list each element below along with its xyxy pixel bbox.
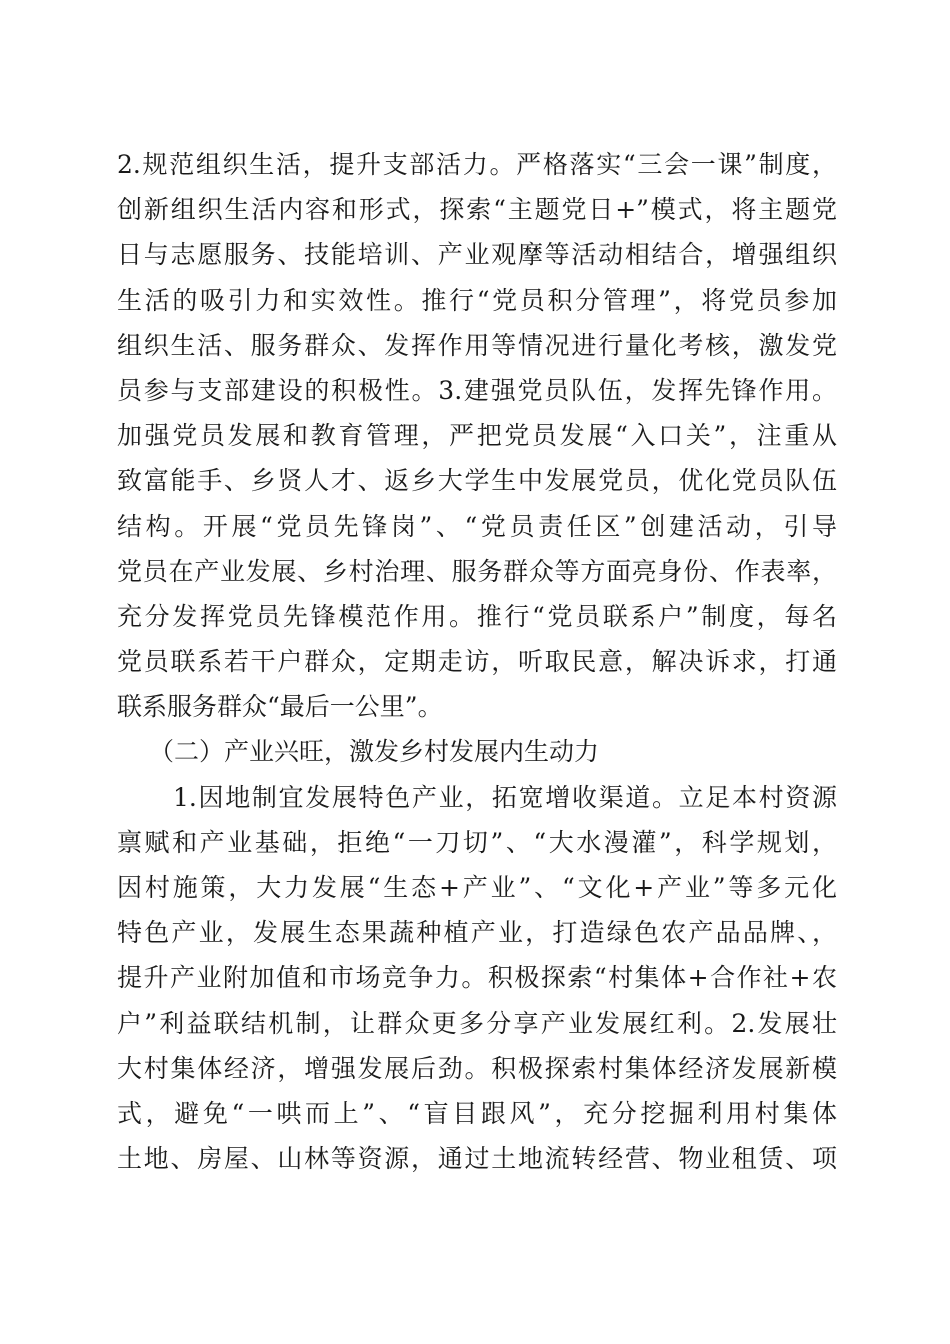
- text-line: 1.因地制宜发展特色产业，拓宽增收渠道。立足本村资源: [173, 782, 837, 812]
- text-line: 党员在产业发展、乡村治理、服务群众等方面亮身份、作表率，: [117, 556, 837, 586]
- text-line: 致富能手、乡贤人才、返乡大学生中发展党员，优化党员队伍: [117, 466, 837, 496]
- text-line: 式，避免“一哄而上”、“盲目跟风”，充分挖掘利用村集体: [117, 1098, 837, 1128]
- text-line: 因村施策，大力发展“生态+产业”、“文化+产业”等多元化: [117, 873, 837, 902]
- text-line: 土地、房屋、山林等资源，通过土地流转经营、物业租赁、项: [117, 1144, 837, 1174]
- text-line: 联系服务群众“最后一公里”。: [117, 692, 443, 722]
- text-line: 户”利益联结机制，让群众更多分享产业发展红利。2.发展壮: [117, 1008, 837, 1038]
- body-text: [117, 142, 837, 1181]
- text-line: 充分发挥党员先锋模范作用。推行“党员联系户”制度，每名: [117, 601, 837, 631]
- section-heading: （二）产业兴旺，激发乡村发展内生动力: [149, 737, 600, 767]
- text-line: 大村集体经济，增强发展后劲。积极探索村集体经济发展新模: [117, 1053, 837, 1083]
- text-line: 提升产业附加值和市场竞争力。积极探索“村集体+合作社+农: [117, 963, 837, 993]
- text-line: 创新组织生活内容和形式，探索“主题党日+”模式，将主题党: [117, 195, 837, 225]
- text-line: 生活的吸引力和实效性。推行“党员积分管理”，将党员参加: [117, 285, 837, 315]
- text-line: 结构。开展“党员先锋岗”、“党员责任区”创建活动，引导: [117, 511, 837, 541]
- text-line: 2.规范组织生活，提升支部活力。严格落实“三会一课”制度，: [117, 150, 837, 179]
- text-line: 加强党员发展和教育管理，严把党员发展“入口关”，注重从: [117, 421, 837, 451]
- text-line: 特色产业，发展生态果蔬种植产业，打造绿色农产品品牌、，: [117, 918, 837, 948]
- text-line: 日与志愿服务、技能培训、产业观摩等活动相结合，增强组织: [117, 240, 837, 270]
- text-line: 员参与支部建设的积极性。3.建强党员队伍，发挥先锋作用。: [117, 375, 837, 405]
- text-line: 组织生活、服务群众、发挥作用等情况进行量化考核，激发党: [117, 330, 837, 360]
- text-line: 禀赋和产业基础，拒绝“一刀切”、“大水漫灌”，科学规划，: [117, 827, 837, 857]
- text-line: 党员联系若干户群众，定期走访，听取民意，解决诉求，打通: [117, 647, 837, 677]
